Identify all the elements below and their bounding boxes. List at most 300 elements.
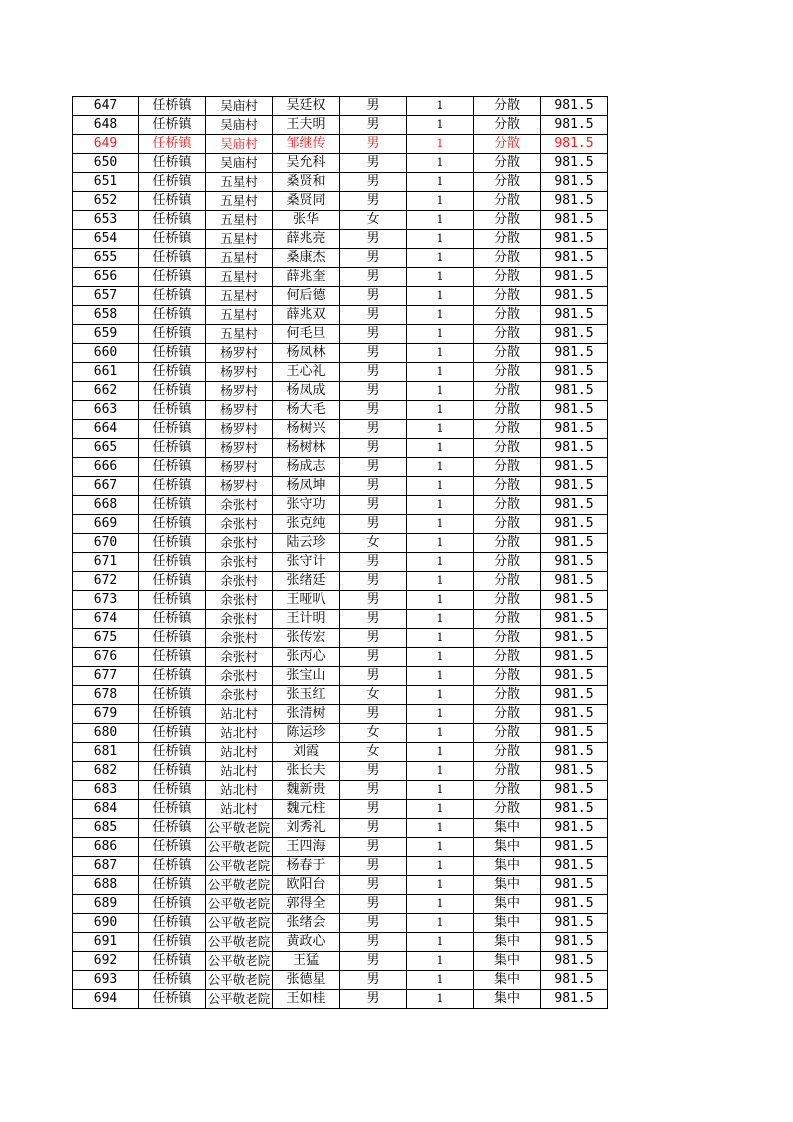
village-cell: 公平敬老院 <box>206 895 273 914</box>
amount-cell: 981.5 <box>541 895 608 914</box>
support-type-cell: 分散 <box>474 173 541 192</box>
person-name-cell: 杨树兴 <box>273 420 340 439</box>
table-row <box>73 591 608 610</box>
row-number-cell: 651 <box>73 173 139 192</box>
village-cell: 五星村 <box>206 325 273 344</box>
town-cell: 任桥镇 <box>139 173 206 192</box>
town-cell: 任桥镇 <box>139 914 206 933</box>
count-cell: 1 <box>407 268 474 287</box>
village-cell: 公平敬老院 <box>206 876 273 895</box>
town-cell: 任桥镇 <box>139 838 206 857</box>
table-row <box>73 477 608 496</box>
town-cell: 任桥镇 <box>139 325 206 344</box>
table-row <box>73 401 608 420</box>
row-number-cell: 670 <box>73 534 139 553</box>
person-name-cell: 王心礼 <box>273 363 340 382</box>
table-row <box>73 838 608 857</box>
table-row <box>73 154 608 173</box>
village-cell: 公平敬老院 <box>206 838 273 857</box>
town-cell: 任桥镇 <box>139 97 206 116</box>
table-row <box>73 363 608 382</box>
town-cell: 任桥镇 <box>139 876 206 895</box>
person-name-cell: 杨凤坤 <box>273 477 340 496</box>
support-type-cell: 分散 <box>474 705 541 724</box>
row-number-cell: 649 <box>73 135 139 154</box>
gender-cell: 男 <box>340 458 407 477</box>
person-name-cell: 桑贤同 <box>273 192 340 211</box>
person-name-cell: 张传宏 <box>273 629 340 648</box>
town-cell: 任桥镇 <box>139 971 206 990</box>
village-cell: 站北村 <box>206 705 273 724</box>
town-cell: 任桥镇 <box>139 382 206 401</box>
count-cell: 1 <box>407 686 474 705</box>
table-row <box>73 534 608 553</box>
count-cell: 1 <box>407 610 474 629</box>
row-number-cell: 653 <box>73 211 139 230</box>
table-row <box>73 743 608 762</box>
support-type-cell: 分散 <box>474 268 541 287</box>
town-cell: 任桥镇 <box>139 857 206 876</box>
town-cell: 任桥镇 <box>139 553 206 572</box>
amount-cell: 981.5 <box>541 648 608 667</box>
person-name-cell: 张绪会 <box>273 914 340 933</box>
row-number-cell: 672 <box>73 572 139 591</box>
town-cell: 任桥镇 <box>139 686 206 705</box>
gender-cell: 男 <box>340 515 407 534</box>
table-row <box>73 990 608 1009</box>
amount-cell: 981.5 <box>541 534 608 553</box>
person-name-cell: 魏元柱 <box>273 800 340 819</box>
town-cell: 任桥镇 <box>139 477 206 496</box>
support-type-cell: 分散 <box>474 648 541 667</box>
person-name-cell: 张绪廷 <box>273 572 340 591</box>
support-type-cell: 分散 <box>474 154 541 173</box>
person-name-cell: 杨凤成 <box>273 382 340 401</box>
roster-table-body <box>73 97 608 1009</box>
amount-cell: 981.5 <box>541 382 608 401</box>
gender-cell: 男 <box>340 781 407 800</box>
person-name-cell: 张守计 <box>273 553 340 572</box>
table-row <box>73 800 608 819</box>
gender-cell: 男 <box>340 363 407 382</box>
amount-cell: 981.5 <box>541 781 608 800</box>
table-row <box>73 230 608 249</box>
person-name-cell: 杨成志 <box>273 458 340 477</box>
gender-cell: 男 <box>340 97 407 116</box>
count-cell: 1 <box>407 477 474 496</box>
amount-cell: 981.5 <box>541 705 608 724</box>
village-cell: 余张村 <box>206 629 273 648</box>
gender-cell: 男 <box>340 173 407 192</box>
row-number-cell: 652 <box>73 192 139 211</box>
amount-cell: 981.5 <box>541 838 608 857</box>
support-type-cell: 分散 <box>474 534 541 553</box>
support-type-cell: 分散 <box>474 686 541 705</box>
gender-cell: 男 <box>340 496 407 515</box>
town-cell: 任桥镇 <box>139 135 206 154</box>
amount-cell: 981.5 <box>541 914 608 933</box>
village-cell: 五星村 <box>206 173 273 192</box>
person-name-cell: 薛兆亮 <box>273 230 340 249</box>
count-cell: 1 <box>407 135 474 154</box>
person-name-cell: 王夫明 <box>273 116 340 135</box>
count-cell: 1 <box>407 154 474 173</box>
support-type-cell: 分散 <box>474 249 541 268</box>
support-type-cell: 集中 <box>474 952 541 971</box>
row-number-cell: 689 <box>73 895 139 914</box>
village-cell: 吴庙村 <box>206 135 273 154</box>
gender-cell: 男 <box>340 876 407 895</box>
town-cell: 任桥镇 <box>139 344 206 363</box>
table-row <box>73 211 608 230</box>
village-cell: 杨罗村 <box>206 363 273 382</box>
amount-cell: 981.5 <box>541 515 608 534</box>
support-type-cell: 集中 <box>474 876 541 895</box>
count-cell: 1 <box>407 325 474 344</box>
row-number-cell: 664 <box>73 420 139 439</box>
row-number-cell: 671 <box>73 553 139 572</box>
village-cell: 杨罗村 <box>206 382 273 401</box>
amount-cell: 981.5 <box>541 211 608 230</box>
support-type-cell: 集中 <box>474 990 541 1009</box>
gender-cell: 女 <box>340 534 407 553</box>
count-cell: 1 <box>407 819 474 838</box>
village-cell: 五星村 <box>206 192 273 211</box>
row-number-cell: 655 <box>73 249 139 268</box>
amount-cell: 981.5 <box>541 325 608 344</box>
village-cell: 余张村 <box>206 572 273 591</box>
table-row <box>73 895 608 914</box>
support-type-cell: 分散 <box>474 344 541 363</box>
row-number-cell: 685 <box>73 819 139 838</box>
support-type-cell: 集中 <box>474 895 541 914</box>
gender-cell: 男 <box>340 572 407 591</box>
row-number-cell: 680 <box>73 724 139 743</box>
gender-cell: 男 <box>340 800 407 819</box>
town-cell: 任桥镇 <box>139 458 206 477</box>
count-cell: 1 <box>407 762 474 781</box>
village-cell: 余张村 <box>206 515 273 534</box>
town-cell: 任桥镇 <box>139 629 206 648</box>
village-cell: 公平敬老院 <box>206 990 273 1009</box>
amount-cell: 981.5 <box>541 667 608 686</box>
person-name-cell: 黄政心 <box>273 933 340 952</box>
village-cell: 公平敬老院 <box>206 971 273 990</box>
count-cell: 1 <box>407 591 474 610</box>
gender-cell: 男 <box>340 382 407 401</box>
town-cell: 任桥镇 <box>139 496 206 515</box>
person-name-cell: 张克纯 <box>273 515 340 534</box>
count-cell: 1 <box>407 800 474 819</box>
row-number-cell: 693 <box>73 971 139 990</box>
village-cell: 公平敬老院 <box>206 933 273 952</box>
row-number-cell: 658 <box>73 306 139 325</box>
row-number-cell: 690 <box>73 914 139 933</box>
support-type-cell: 分散 <box>474 458 541 477</box>
row-number-cell: 665 <box>73 439 139 458</box>
gender-cell: 女 <box>340 743 407 762</box>
gender-cell: 女 <box>340 686 407 705</box>
gender-cell: 男 <box>340 819 407 838</box>
amount-cell: 981.5 <box>541 610 608 629</box>
support-type-cell: 集中 <box>474 933 541 952</box>
count-cell: 1 <box>407 990 474 1009</box>
town-cell: 任桥镇 <box>139 952 206 971</box>
person-name-cell: 杨凤林 <box>273 344 340 363</box>
village-cell: 吴庙村 <box>206 97 273 116</box>
town-cell: 任桥镇 <box>139 591 206 610</box>
count-cell: 1 <box>407 439 474 458</box>
gender-cell: 男 <box>340 268 407 287</box>
amount-cell: 981.5 <box>541 363 608 382</box>
count-cell: 1 <box>407 553 474 572</box>
village-cell: 余张村 <box>206 496 273 515</box>
village-cell: 站北村 <box>206 781 273 800</box>
table-row <box>73 686 608 705</box>
gender-cell: 男 <box>340 990 407 1009</box>
row-number-cell: 668 <box>73 496 139 515</box>
person-name-cell: 欧阳台 <box>273 876 340 895</box>
gender-cell: 男 <box>340 591 407 610</box>
support-type-cell: 分散 <box>474 363 541 382</box>
village-cell: 公平敬老院 <box>206 819 273 838</box>
gender-cell: 男 <box>340 857 407 876</box>
person-name-cell: 杨春于 <box>273 857 340 876</box>
amount-cell: 981.5 <box>541 287 608 306</box>
count-cell: 1 <box>407 743 474 762</box>
table-row <box>73 344 608 363</box>
count-cell: 1 <box>407 192 474 211</box>
person-name-cell: 张德星 <box>273 971 340 990</box>
table-row <box>73 971 608 990</box>
table-row <box>73 705 608 724</box>
count-cell: 1 <box>407 914 474 933</box>
count-cell: 1 <box>407 116 474 135</box>
amount-cell: 981.5 <box>541 971 608 990</box>
village-cell: 余张村 <box>206 686 273 705</box>
village-cell: 杨罗村 <box>206 420 273 439</box>
village-cell: 杨罗村 <box>206 477 273 496</box>
village-cell: 五星村 <box>206 230 273 249</box>
count-cell: 1 <box>407 401 474 420</box>
village-cell: 五星村 <box>206 306 273 325</box>
count-cell: 1 <box>407 534 474 553</box>
count-cell: 1 <box>407 173 474 192</box>
person-name-cell: 薛兆双 <box>273 306 340 325</box>
count-cell: 1 <box>407 249 474 268</box>
row-number-cell: 669 <box>73 515 139 534</box>
count-cell: 1 <box>407 287 474 306</box>
roster-table <box>72 96 608 1009</box>
gender-cell: 男 <box>340 135 407 154</box>
person-name-cell: 薛兆奎 <box>273 268 340 287</box>
row-number-cell: 650 <box>73 154 139 173</box>
table-row <box>73 572 608 591</box>
person-name-cell: 张守功 <box>273 496 340 515</box>
village-cell: 五星村 <box>206 211 273 230</box>
table-row <box>73 933 608 952</box>
amount-cell: 981.5 <box>541 553 608 572</box>
count-cell: 1 <box>407 838 474 857</box>
support-type-cell: 分散 <box>474 591 541 610</box>
row-number-cell: 683 <box>73 781 139 800</box>
table-row <box>73 496 608 515</box>
village-cell: 余张村 <box>206 534 273 553</box>
row-number-cell: 673 <box>73 591 139 610</box>
town-cell: 任桥镇 <box>139 572 206 591</box>
person-name-cell: 张长夫 <box>273 762 340 781</box>
count-cell: 1 <box>407 667 474 686</box>
support-type-cell: 分散 <box>474 287 541 306</box>
table-row <box>73 819 608 838</box>
amount-cell: 981.5 <box>541 800 608 819</box>
gender-cell: 男 <box>340 762 407 781</box>
gender-cell: 男 <box>340 420 407 439</box>
table-row <box>73 287 608 306</box>
table-row <box>73 762 608 781</box>
town-cell: 任桥镇 <box>139 800 206 819</box>
table-row <box>73 914 608 933</box>
town-cell: 任桥镇 <box>139 610 206 629</box>
town-cell: 任桥镇 <box>139 230 206 249</box>
table-row <box>73 439 608 458</box>
person-name-cell: 陈运珍 <box>273 724 340 743</box>
village-cell: 公平敬老院 <box>206 952 273 971</box>
amount-cell: 981.5 <box>541 135 608 154</box>
support-type-cell: 集中 <box>474 914 541 933</box>
village-cell: 杨罗村 <box>206 458 273 477</box>
gender-cell: 男 <box>340 952 407 971</box>
amount-cell: 981.5 <box>541 629 608 648</box>
town-cell: 任桥镇 <box>139 287 206 306</box>
gender-cell: 男 <box>340 629 407 648</box>
gender-cell: 男 <box>340 838 407 857</box>
village-cell: 余张村 <box>206 667 273 686</box>
village-cell: 杨罗村 <box>206 344 273 363</box>
row-number-cell: 656 <box>73 268 139 287</box>
person-name-cell: 吴允科 <box>273 154 340 173</box>
support-type-cell: 分散 <box>474 496 541 515</box>
town-cell: 任桥镇 <box>139 515 206 534</box>
support-type-cell: 分散 <box>474 762 541 781</box>
amount-cell: 981.5 <box>541 192 608 211</box>
amount-cell: 981.5 <box>541 762 608 781</box>
support-type-cell: 分散 <box>474 135 541 154</box>
town-cell: 任桥镇 <box>139 116 206 135</box>
row-number-cell: 675 <box>73 629 139 648</box>
support-type-cell: 分散 <box>474 572 541 591</box>
support-type-cell: 分散 <box>474 439 541 458</box>
support-type-cell: 分散 <box>474 515 541 534</box>
gender-cell: 男 <box>340 705 407 724</box>
town-cell: 任桥镇 <box>139 933 206 952</box>
support-type-cell: 分散 <box>474 477 541 496</box>
row-number-cell: 648 <box>73 116 139 135</box>
count-cell: 1 <box>407 496 474 515</box>
row-number-cell: 687 <box>73 857 139 876</box>
person-name-cell: 陆云珍 <box>273 534 340 553</box>
count-cell: 1 <box>407 211 474 230</box>
town-cell: 任桥镇 <box>139 249 206 268</box>
amount-cell: 981.5 <box>541 97 608 116</box>
table-row <box>73 857 608 876</box>
person-name-cell: 王哑叭 <box>273 591 340 610</box>
amount-cell: 981.5 <box>541 116 608 135</box>
table-row <box>73 781 608 800</box>
town-cell: 任桥镇 <box>139 895 206 914</box>
support-type-cell: 分散 <box>474 97 541 116</box>
village-cell: 余张村 <box>206 553 273 572</box>
village-cell: 五星村 <box>206 287 273 306</box>
count-cell: 1 <box>407 230 474 249</box>
row-number-cell: 688 <box>73 876 139 895</box>
count-cell: 1 <box>407 876 474 895</box>
support-type-cell: 分散 <box>474 610 541 629</box>
amount-cell: 981.5 <box>541 344 608 363</box>
row-number-cell: 647 <box>73 97 139 116</box>
support-type-cell: 集中 <box>474 838 541 857</box>
table-row <box>73 420 608 439</box>
support-type-cell: 分散 <box>474 325 541 344</box>
gender-cell: 女 <box>340 211 407 230</box>
row-number-cell: 682 <box>73 762 139 781</box>
table-row <box>73 325 608 344</box>
village-cell: 杨罗村 <box>206 439 273 458</box>
row-number-cell: 657 <box>73 287 139 306</box>
support-type-cell: 分散 <box>474 667 541 686</box>
gender-cell: 男 <box>340 477 407 496</box>
gender-cell: 男 <box>340 648 407 667</box>
town-cell: 任桥镇 <box>139 762 206 781</box>
gender-cell: 男 <box>340 249 407 268</box>
amount-cell: 981.5 <box>541 876 608 895</box>
support-type-cell: 分散 <box>474 211 541 230</box>
row-number-cell: 677 <box>73 667 139 686</box>
count-cell: 1 <box>407 857 474 876</box>
person-name-cell: 何后德 <box>273 287 340 306</box>
support-type-cell: 集中 <box>474 971 541 990</box>
table-row <box>73 648 608 667</box>
table-row <box>73 610 608 629</box>
amount-cell: 981.5 <box>541 249 608 268</box>
support-type-cell: 集中 <box>474 857 541 876</box>
person-name-cell: 张玉红 <box>273 686 340 705</box>
table-row <box>73 952 608 971</box>
amount-cell: 981.5 <box>541 819 608 838</box>
table-row <box>73 724 608 743</box>
gender-cell: 男 <box>340 154 407 173</box>
count-cell: 1 <box>407 705 474 724</box>
town-cell: 任桥镇 <box>139 648 206 667</box>
village-cell: 站北村 <box>206 743 273 762</box>
table-row <box>73 382 608 401</box>
count-cell: 1 <box>407 895 474 914</box>
table-row <box>73 876 608 895</box>
support-type-cell: 分散 <box>474 781 541 800</box>
town-cell: 任桥镇 <box>139 819 206 838</box>
support-type-cell: 分散 <box>474 192 541 211</box>
person-name-cell: 桑贤和 <box>273 173 340 192</box>
person-name-cell: 杨树林 <box>273 439 340 458</box>
count-cell: 1 <box>407 648 474 667</box>
row-number-cell: 686 <box>73 838 139 857</box>
support-type-cell: 分散 <box>474 743 541 762</box>
amount-cell: 981.5 <box>541 743 608 762</box>
town-cell: 任桥镇 <box>139 306 206 325</box>
table-row <box>73 306 608 325</box>
count-cell: 1 <box>407 344 474 363</box>
amount-cell: 981.5 <box>541 933 608 952</box>
